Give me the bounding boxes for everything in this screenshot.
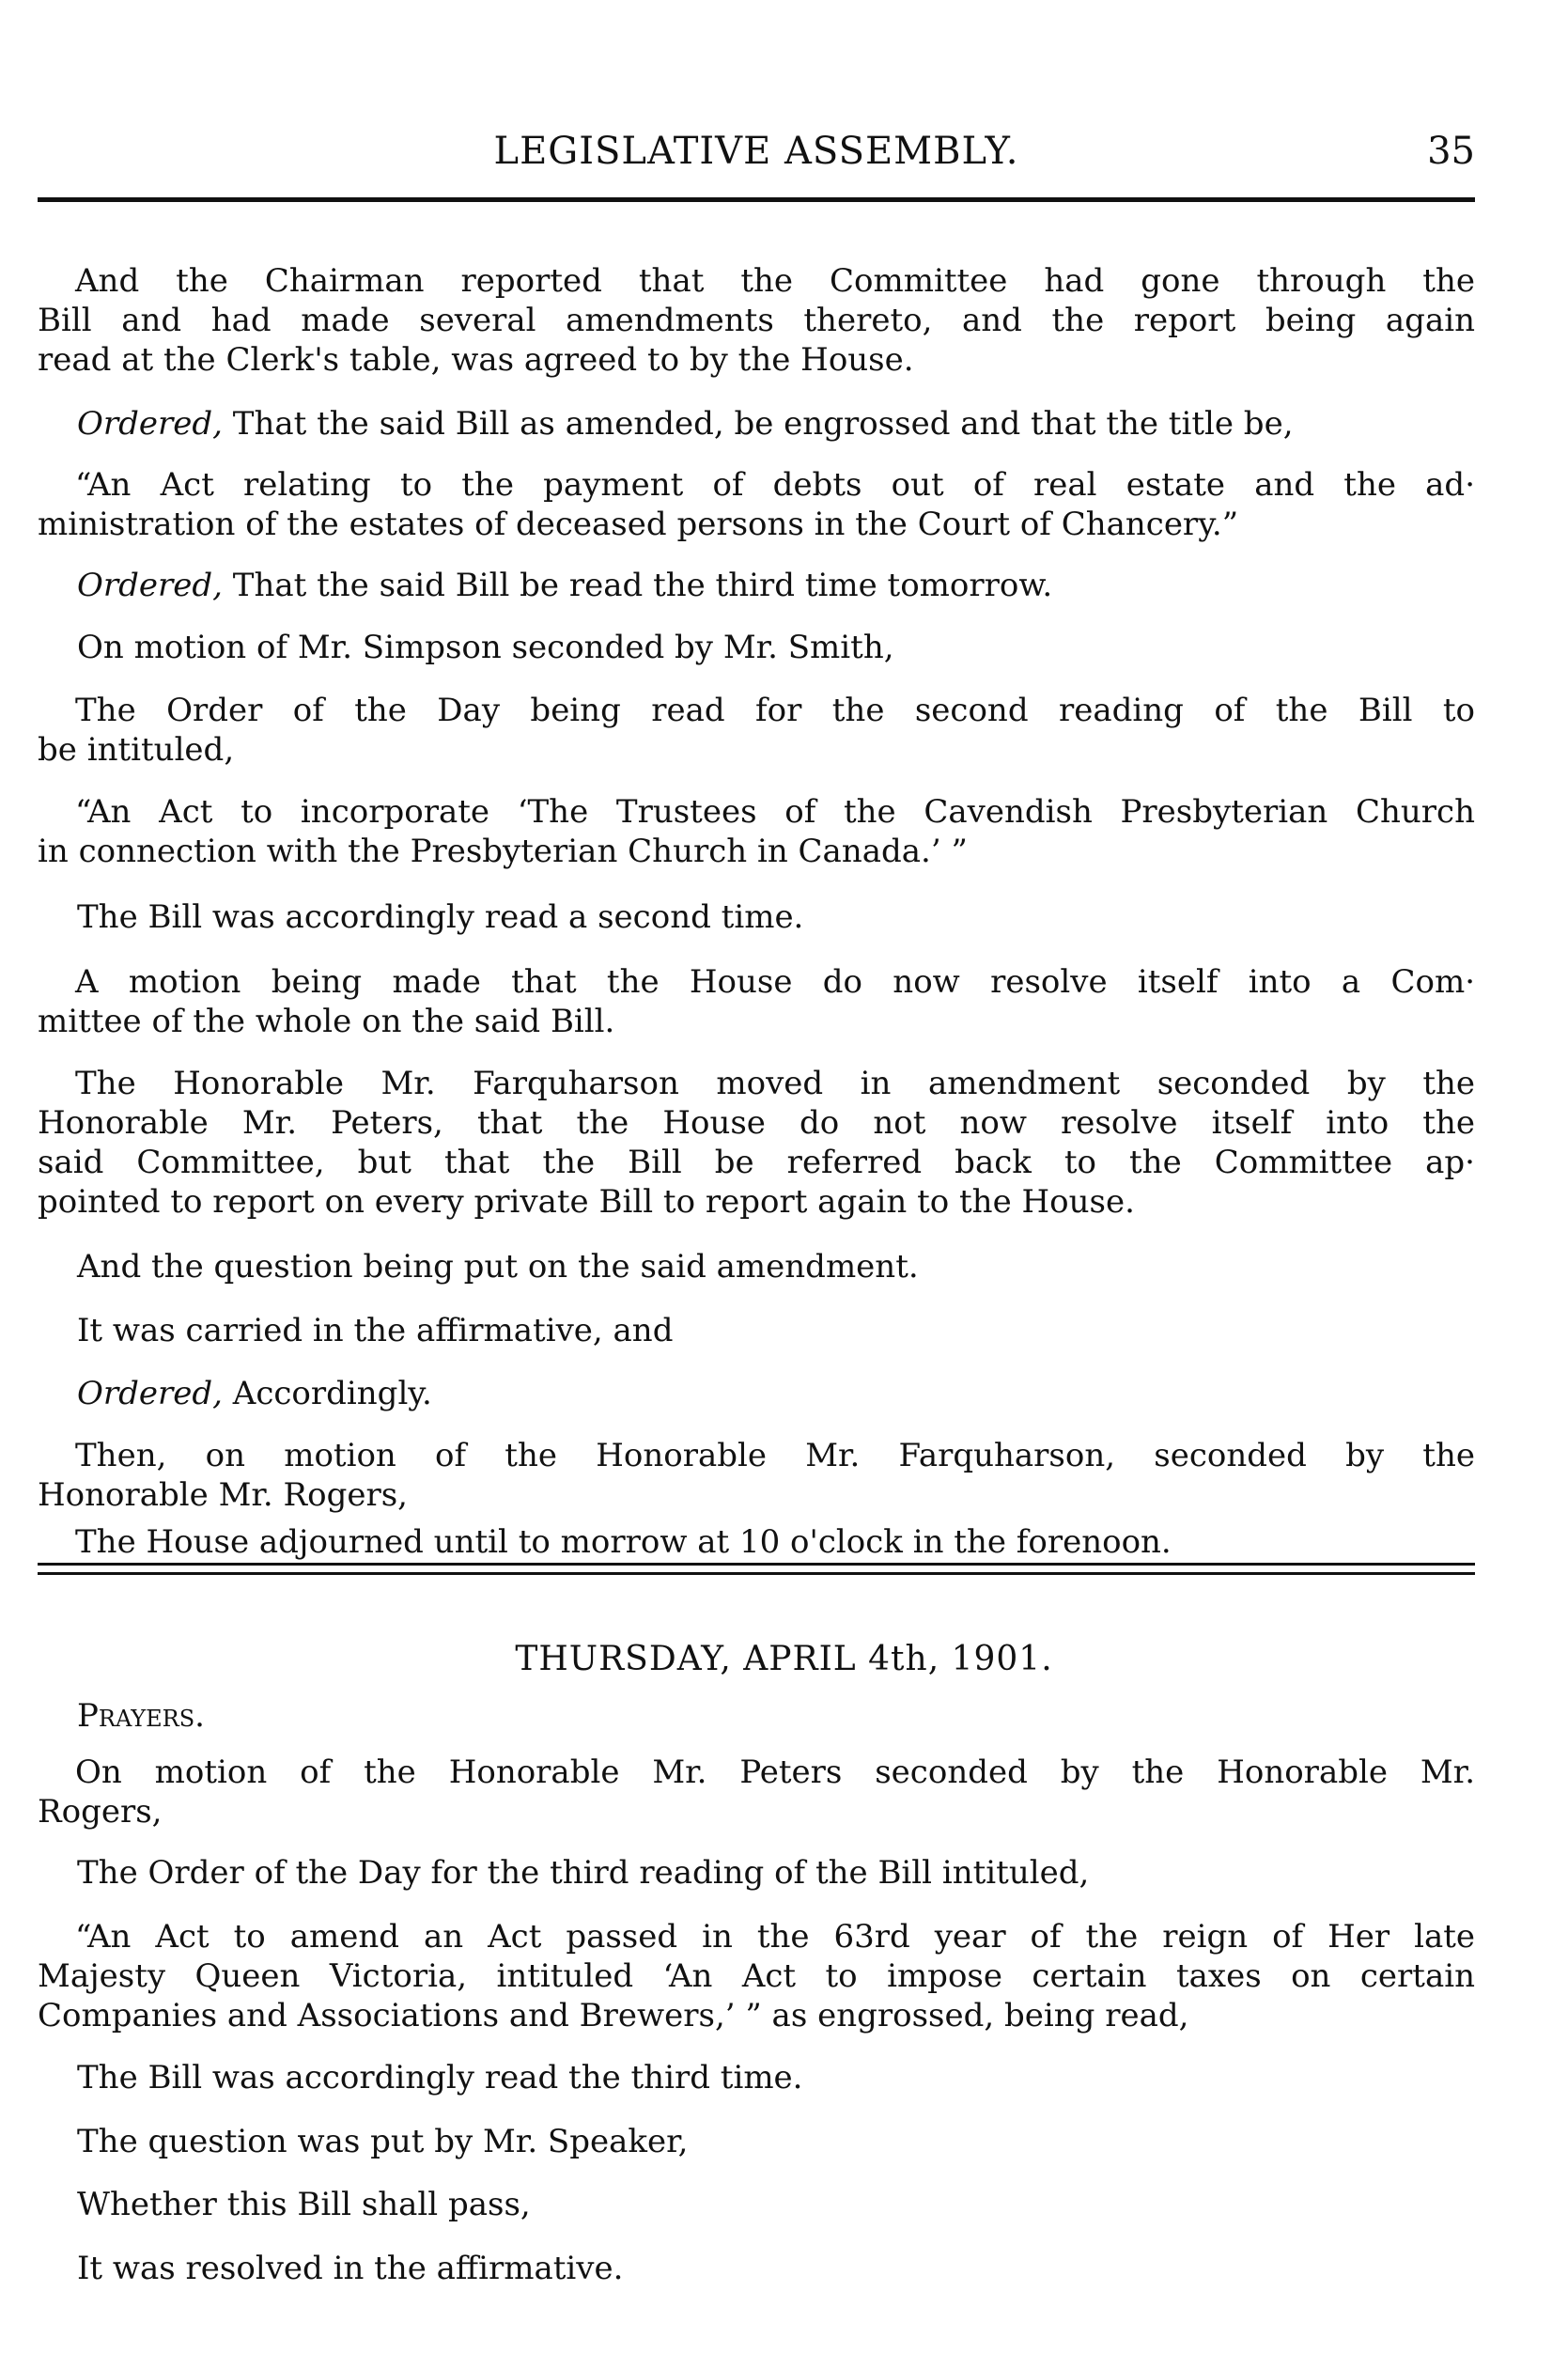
paragraph-third-time: The Bill was accordingly read the third time.	[77, 2059, 803, 2096]
ordered-label: Ordered,	[77, 405, 223, 443]
paragraph-order-second-reading	[38, 691, 1475, 770]
ordered-label: Ordered,	[77, 567, 223, 604]
text-line: Accordingly.	[222, 1375, 432, 1412]
running-title: LEGISLATIVE ASSEMBLY.	[493, 130, 1019, 173]
page-number: 35	[1427, 130, 1475, 173]
paragraph-second-time: The Bill was accordingly read a second time.	[77, 898, 804, 936]
paragraph-question-speaker: The question was put by Mr. Speaker,	[77, 2123, 689, 2160]
text-line: mittee of the whole on the said Bill.	[38, 1003, 615, 1040]
text-line: Honorable Mr. Peters, that the House do not now resolve itself into the	[38, 1104, 1475, 1142]
text-line: Honorable Mr. Rogers,	[38, 1476, 408, 1514]
text-line: The Order of the Day being read for the second reading of the Bill to	[75, 692, 1475, 729]
ordered-label: Ordered,	[77, 1375, 223, 1412]
paragraph-farquharson-amendment	[38, 1064, 1475, 1222]
paragraph-motion-simpson: On motion of Mr. Simpson seconded by Mr. Smith,	[77, 629, 894, 666]
section-rule-lower	[38, 1572, 1475, 1575]
text-line: The House adjourned until to morrow at 10 o'clock in the forenoon.	[75, 1523, 1172, 1561]
paragraph-chairman-report	[38, 261, 1475, 380]
text-line: The Honorable Mr. Farquharson moved in amendment seconded by the	[75, 1065, 1475, 1102]
text-line: And the Chairman reported that the Committee had gone through the	[75, 262, 1475, 300]
text-line: That the said Bill be read the third time tomorrow.	[222, 567, 1053, 604]
paragraph-motion-committee	[38, 962, 1475, 1041]
text-line: Rogers,	[38, 1793, 163, 1831]
paragraph-ordered-engrossed	[77, 404, 1294, 444]
paragraph-motion-adjourn	[38, 1436, 1475, 1515]
page-header	[38, 130, 1475, 177]
paragraph-ordered-accordingly	[77, 1374, 432, 1413]
paragraph-act-title-taxes	[38, 1917, 1475, 2035]
text-line: Companies and Associations and Brewers,’ ” as engrossed, being read,	[38, 1997, 1189, 2034]
text-line: ministration of the estates of deceased persons in the Court of Chancery.”	[38, 506, 1239, 543]
paragraph-motion-peters	[38, 1753, 1475, 1831]
text-line: “An Act to amend an Act passed in the 63rd year of the reign of Her late	[75, 1918, 1475, 1956]
text-line: On motion of the Honorable Mr. Peters seconded by the Honorable Mr.	[75, 1753, 1475, 1791]
paragraph-ordered-third-reading	[77, 566, 1052, 605]
paragraph-act-title-debts	[38, 465, 1475, 544]
paragraph-whether-pass: Whether this Bill shall pass,	[77, 2186, 531, 2223]
date-heading: THURSDAY, APRIL 4th, 1901.	[515, 1640, 1053, 1678]
paragraph-house-adjourned	[38, 1522, 1475, 1562]
text-line: Then, on motion of the Honorable Mr. Farquharson, seconded by the	[75, 1437, 1475, 1474]
section-rule-upper	[38, 1563, 1475, 1566]
text-line: “An Act to incorporate ‘The Trustees of the Cavendish Presbyterian Church	[75, 793, 1475, 831]
text-line: pointed to report on every private Bill to report again to the House.	[38, 1183, 1135, 1221]
paragraph-question-amendment: And the question being put on the said amendment.	[77, 1248, 919, 1286]
text-line: Majesty Queen Victoria, intituled ‘An Act to impose certain taxes on certain	[38, 1957, 1475, 1995]
text-line: be intituled,	[38, 731, 235, 769]
text-line: read at the Clerk's table, was agreed to by the House.	[38, 341, 914, 379]
paragraph-carried: It was carried in the affirmative, and	[77, 1312, 674, 1349]
text-line: A motion being made that the House do now resolve itself into a Com·	[75, 963, 1475, 1001]
text-line: “An Act relating to the payment of debts out of real estate and the ad·	[75, 466, 1475, 504]
text-line: said Committee, but that the Bill be referred back to the Committee ap·	[38, 1144, 1475, 1181]
paragraph-resolved: It was resolved in the affirmative.	[77, 2250, 624, 2287]
paragraph-order-third-reading: The Order of the Day for the third reading of the Bill intituled,	[77, 1854, 1090, 1892]
prayers-label: Prayers.	[77, 1697, 205, 1735]
header-rule	[38, 197, 1475, 202]
text-line: That the said Bill as amended, be engrossed and that the title be,	[222, 405, 1294, 443]
text-line: Bill and had made several amendments thereto, and the report being again	[38, 302, 1475, 339]
text-line: in connection with the Presbyterian Church in Canada.’ ”	[38, 833, 968, 870]
paragraph-act-title-cavendish	[38, 792, 1475, 871]
